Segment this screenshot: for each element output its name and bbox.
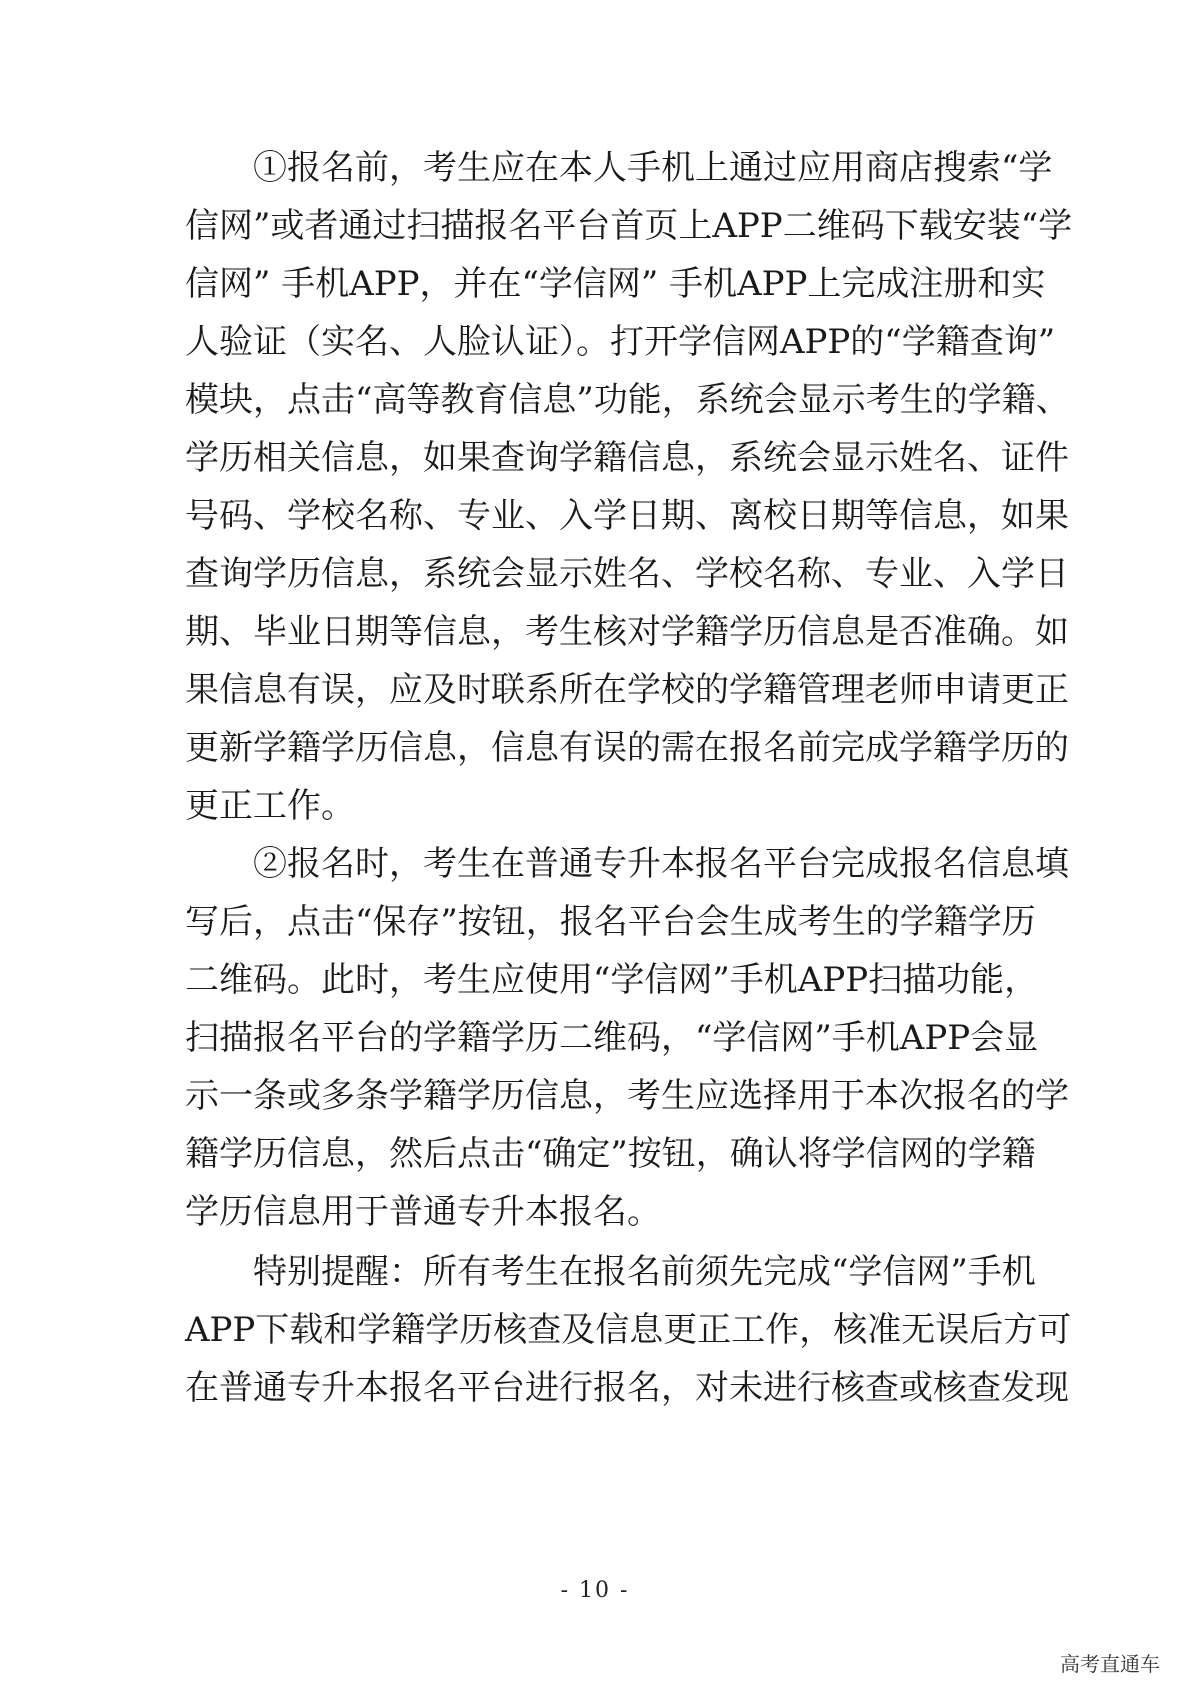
paragraph-1-line-12: 更正工作。	[185, 786, 355, 826]
paragraph-1-line-2: 信网”或者通过扫描报名平台首页上APP二维码下载安装“学	[185, 206, 1073, 246]
paragraph-3-line-3: 在普通专升本报名平台进行报名，对未进行核查或核查发现	[185, 1368, 1069, 1408]
paragraph-1-line-9: 期、毕业日期等信息，考生核对学籍学历信息是否准确。如	[185, 612, 1069, 652]
paragraph-3-line-2: APP下载和学籍学历核查及信息更正工作，核准无误后方可	[185, 1310, 1072, 1350]
paragraph-1-line-11: 更新学籍学历信息，信息有误的需在报名前完成学籍学历的	[185, 728, 1069, 768]
paragraph-2-line-5: 示一条或多条学籍学历信息，考生应选择用于本次报名的学	[185, 1076, 1069, 1116]
paragraph-2-line-3: 二维码。此时，考生应使用“学信网”手机APP扫描功能，	[185, 960, 1039, 1000]
paragraph-2-line-7: 学历信息用于普通专升本报名。	[185, 1192, 661, 1232]
paragraph-2-line-4: 扫描报名平台的学籍学历二维码，“学信网”手机APP会显	[185, 1018, 1039, 1058]
paragraph-3-line-1: 特别提醒：所有考生在报名前须先完成“学信网”手机	[253, 1252, 1036, 1292]
paragraph-2-line-6: 籍学历信息，然后点击“确定”按钮，确认将学信网的学籍	[185, 1134, 1036, 1174]
watermark-text: 高考直通车	[1060, 1652, 1160, 1676]
paragraph-2-line-1: ②报名时，考生在普通专升本报名平台完成报名信息填	[253, 844, 1069, 884]
paragraph-1-line-4: 人验证（实名、人脸认证）。打开学信网APP的“学籍查询”	[185, 322, 1056, 362]
paragraph-1-line-6: 学历相关信息，如果查询学籍信息，系统会显示姓名、证件	[185, 438, 1069, 478]
paragraph-2-line-2: 写后，点击“保存”按钮，报名平台会生成考生的学籍学历	[185, 902, 1036, 942]
paragraph-1-line-8: 查询学历信息，系统会显示姓名、学校名称、专业、入学日	[185, 554, 1069, 594]
paragraph-1-line-1: ①报名前，考生应在本人手机上通过应用商店搜索“学	[253, 148, 1053, 188]
paragraph-1-line-7: 号码、学校名称、专业、入学日期、离校日期等信息，如果	[185, 496, 1069, 536]
paragraph-1-line-3: 信网” 手机APP，并在“学信网” 手机APP上完成注册和实	[185, 264, 1046, 304]
paragraph-1-line-10: 果信息有误，应及时联系所在学校的学籍管理老师申请更正	[185, 670, 1069, 710]
page-number: - 10 -	[560, 1578, 630, 1603]
paragraph-1-line-5: 模块，点击“高等教育信息”功能，系统会显示考生的学籍、	[185, 380, 1070, 420]
